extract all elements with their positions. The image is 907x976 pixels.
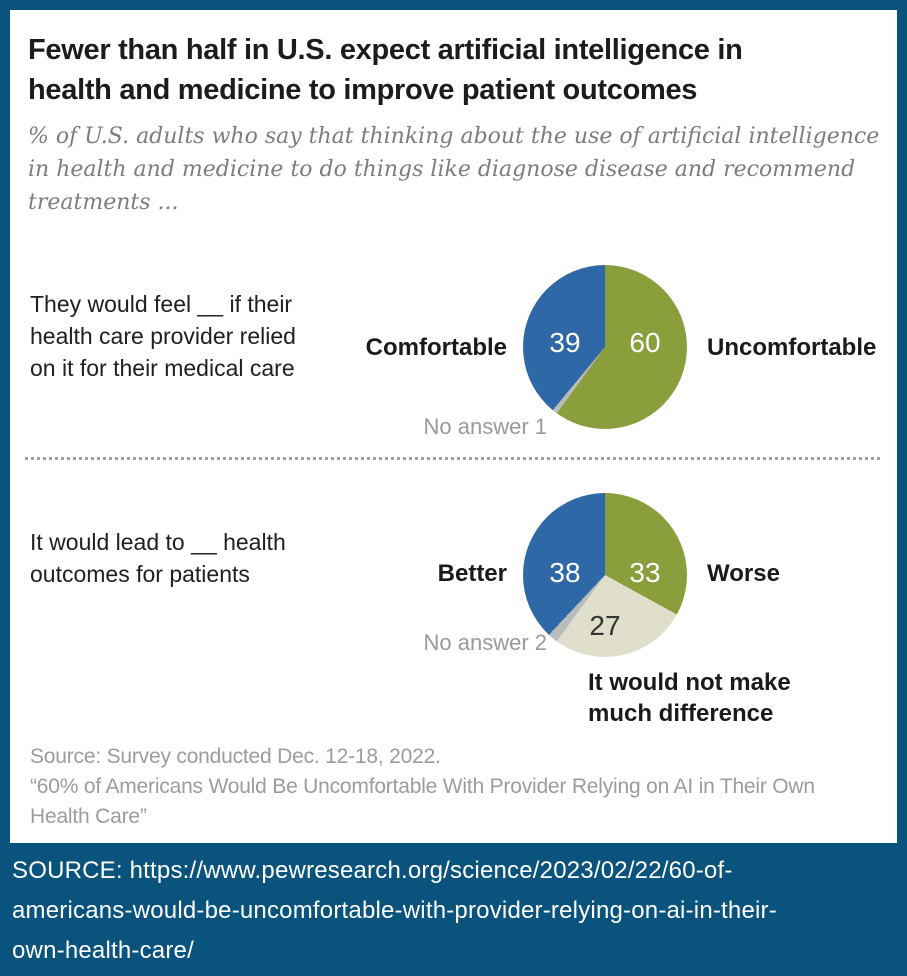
label-no-answer-2: No answer 2 xyxy=(423,630,547,655)
source-note-line: Health Care” xyxy=(30,805,147,828)
source-note-line: “60% of Americans Would Be Uncomfortable With Provider Relying on AI in Their Own xyxy=(30,775,815,798)
label-no-answer-1: No answer 1 xyxy=(423,414,547,439)
question-outcomes-line: It would lead to __ health xyxy=(30,529,286,555)
question-comfort-line: on it for their medical care xyxy=(30,355,295,381)
question-outcomes xyxy=(30,526,350,590)
label-better: Better xyxy=(437,560,507,587)
footer-source-line: SOURCE: https://www.pewresearch.org/science/2023/02/22/60-of- xyxy=(12,857,733,884)
label-worse: Worse xyxy=(707,560,780,587)
question-outcomes-line: outcomes for patients xyxy=(30,561,250,587)
pie-chart-comfort xyxy=(523,265,687,429)
label-no-difference-line: It would not make xyxy=(588,669,791,696)
dotted-divider xyxy=(25,457,880,460)
pie-value-uncomfortable: 60 xyxy=(629,327,661,358)
footer-source-line: own-health-care/ xyxy=(12,937,194,964)
footer-source-line: americans-would-be-uncomfortable-with-provider-relying-on-ai-in-their- xyxy=(12,897,777,924)
pie-value-worse: 33 xyxy=(629,557,661,588)
pie-value-comfortable: 39 xyxy=(549,327,581,358)
pie-chart-outcomes xyxy=(523,493,687,657)
label-uncomfortable: Uncomfortable xyxy=(707,334,877,361)
pie-value-no-difference: 27 xyxy=(589,610,621,641)
label-no-difference xyxy=(588,667,791,729)
source-note xyxy=(30,742,880,832)
chart-card xyxy=(10,10,897,843)
chart-subtitle-line: treatments ... xyxy=(28,190,179,215)
chart-title-line: Fewer than half in U.S. expect artificial intelligence in xyxy=(28,34,743,66)
question-comfort-line: They would feel __ if their xyxy=(30,291,293,317)
question-comfort-line: health care provider relied xyxy=(30,323,296,349)
chart-title-line: health and medicine to improve patient outcomes xyxy=(28,74,698,106)
label-no-difference-line: much difference xyxy=(588,700,774,727)
chart-title xyxy=(28,30,880,110)
label-comfortable: Comfortable xyxy=(365,334,507,361)
source-note-line: Source: Survey conducted Dec. 12-18, 2022. xyxy=(30,745,441,768)
chart-subtitle xyxy=(28,120,880,219)
chart-subtitle-line: % of U.S. adults who say that thinking about the use of artificial intelligence xyxy=(28,124,880,149)
pie-value-better: 38 xyxy=(549,557,581,588)
footer-source-url xyxy=(12,851,896,971)
chart-subtitle-line: in health and medicine to do things like diagnose disease and recommend xyxy=(28,157,856,182)
